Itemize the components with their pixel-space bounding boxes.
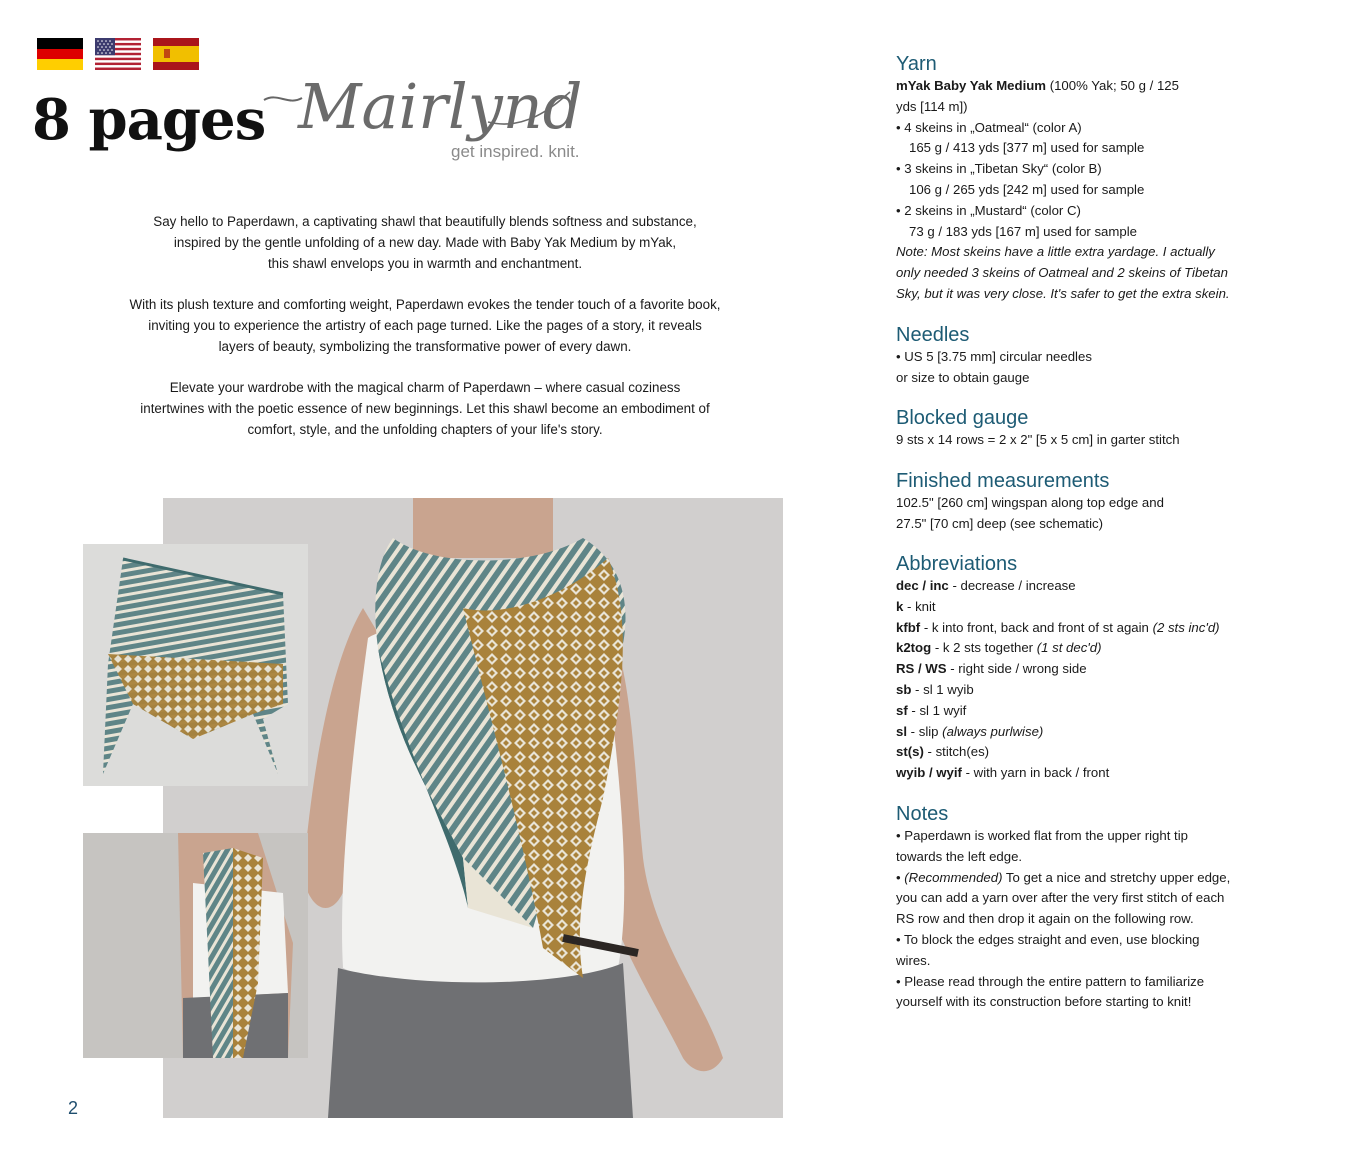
- notes-line: you can add a yarn over after the very first stitch of each: [896, 890, 1225, 906]
- intro-line: intertwines with the poetic essence of new beginnings. Let this shawl become an embodiment of: [140, 401, 710, 417]
- abbr-def: - slip: [907, 723, 943, 739]
- abbr-term: k: [896, 598, 904, 614]
- photo-shawl-flat: [83, 544, 308, 786]
- photo-model-scarf-wrapped: [83, 833, 308, 1058]
- measurements-line: 27.5" [70 cm] deep (see schematic): [896, 515, 1103, 531]
- logo-tagline: get inspired. knit.: [451, 142, 580, 161]
- abbr-term: k2tog: [896, 640, 932, 656]
- notes-line: • Paperdawn is worked flat from the upper right tip: [896, 828, 1188, 843]
- measurements-heading: Finished measurements: [896, 470, 1110, 492]
- notes-line: • To block the edges straight and even, use blocking: [896, 931, 1200, 947]
- abbreviation-row: [896, 763, 1266, 784]
- abbr-term: st(s): [896, 744, 924, 760]
- abbr-def: - k into front, back and front of st again: [920, 619, 1153, 635]
- svg-text:Mairlynd: Mairlynd: [298, 70, 583, 143]
- us-flag-icon: [95, 38, 141, 70]
- yarn-heading: Yarn: [896, 53, 937, 75]
- intro-line: comfort, style, and the unfolding chapters of your life's story.: [247, 421, 603, 437]
- yarn-note: only needed 3 skeins of Oatmeal and 2 skeins of Tibetan: [896, 265, 1228, 281]
- abbr-term: wyib / wyif: [896, 765, 962, 781]
- needles-line: or size to obtain gauge: [896, 369, 1030, 385]
- abbr-def: - knit: [903, 598, 936, 614]
- abbreviation-row: [896, 576, 1266, 597]
- needles-section: [896, 323, 1266, 389]
- yarn-spec: (100% Yak; 50 g / 125: [1046, 78, 1179, 93]
- intro-line: inspired by the gentle unfolding of a new day. Made with Baby Yak Medium by mYak,: [173, 234, 677, 250]
- intro-line: this shawl envelops you in warmth and enchantment.: [267, 255, 583, 271]
- abbr-note: (1 st dec'd): [1036, 640, 1102, 656]
- abbreviation-row: [896, 680, 1266, 701]
- abbr-def: - stitch(es): [923, 744, 990, 760]
- yarn-note: Note: Most skeins have a little extra yardage. I actually: [896, 244, 1215, 260]
- abbr-term: RS / WS: [896, 661, 947, 677]
- page-number: 2: [68, 1098, 79, 1118]
- yarn-item: • 4 skeins in „Oatmeal“ (color A): [896, 119, 1082, 135]
- yarn-product-line: [896, 76, 1266, 97]
- needles-line: • US 5 [3.75 mm] circular needles: [896, 349, 1092, 364]
- notes-emphasis: (Recommended): [904, 869, 1003, 885]
- abbr-def: - right side / wrong side: [946, 661, 1087, 677]
- notes-line: [896, 868, 1266, 889]
- gauge-line: 9 sts x 14 rows = 2 x 2" [5 x 5 cm] in garter stitch: [896, 432, 1180, 447]
- gauge-section: [896, 406, 1266, 451]
- abbr-def: - decrease / increase: [948, 578, 1076, 593]
- pages-label: 8 pages: [32, 87, 266, 153]
- abbr-term: kfbf: [896, 619, 921, 635]
- notes-line: wires.: [896, 952, 931, 968]
- abbr-note: (always purlwise): [942, 723, 1044, 739]
- intro-line: inviting you to experience the artistry of each page turned. Like the pages of a story, it reveals: [148, 317, 702, 333]
- abbr-def: - sl 1 wyif: [907, 702, 967, 718]
- yarn-spec-2: yds [114 m]): [896, 98, 968, 114]
- intro-paragraph-1: [115, 212, 735, 274]
- notes-line: • Please read through the entire pattern to familiarize: [896, 973, 1205, 989]
- yarn-section: [896, 52, 1266, 305]
- intro-paragraph-3: [115, 378, 735, 440]
- spanish-flag-icon: [153, 38, 199, 70]
- abbreviations-heading: Abbreviations: [896, 553, 1018, 575]
- notes-section: [896, 802, 1266, 1013]
- abbr-def: - with yarn in back / front: [961, 765, 1110, 781]
- yarn-item: • 3 skeins in „Tibetan Sky“ (color B): [896, 161, 1102, 177]
- abbr-term: sb: [896, 681, 912, 697]
- intro-line: layers of beauty, symbolizing the transformative power of every dawn.: [218, 338, 632, 354]
- yarn-product: mYak Baby Yak Medium: [896, 78, 1047, 93]
- measurements-line: 102.5" [260 cm] wingspan along top edge and: [896, 495, 1164, 510]
- abbr-def: - k 2 sts together: [931, 640, 1037, 656]
- yarn-note: Sky, but it was very close. It's safer to get the extra skein.: [896, 285, 1230, 301]
- abbreviation-row: [896, 618, 1266, 639]
- notes-heading: Notes: [896, 803, 949, 825]
- german-flag-icon: [37, 38, 83, 70]
- abbr-note: (2 sts inc'd): [1152, 619, 1220, 635]
- measurements-section: [896, 469, 1266, 535]
- abbreviation-row: [896, 597, 1266, 618]
- yarn-item-usage: 73 g / 183 yds [167 m] used for sample: [909, 223, 1137, 239]
- gauge-heading: Blocked gauge: [896, 407, 1029, 429]
- abbreviation-row: [896, 638, 1266, 659]
- notes-line: yourself with its construction before starting to knit!: [896, 994, 1192, 1010]
- notes-line: towards the left edge.: [896, 848, 1023, 864]
- abbreviation-row: [896, 659, 1266, 680]
- notes-text: •: [896, 869, 905, 885]
- abbr-def: - sl 1 wyib: [911, 681, 974, 697]
- yarn-item-usage: 165 g / 413 yds [377 m] used for sample: [909, 140, 1145, 156]
- intro-text: [115, 212, 735, 462]
- abbreviations-section: [896, 552, 1266, 784]
- notes-line: RS row and then drop it again on the following row.: [896, 911, 1194, 927]
- abbreviation-row: [896, 722, 1266, 743]
- abbr-term: sf: [896, 702, 908, 718]
- abbr-term: dec / inc: [896, 578, 949, 593]
- intro-line: Elevate your wardrobe with the magical charm of Paperdawn – where casual coziness: [169, 380, 681, 396]
- yarn-item: • 2 skeins in „Mustard“ (color C): [896, 202, 1081, 218]
- needles-heading: Needles: [896, 324, 970, 346]
- yarn-item-usage: 106 g / 265 yds [242 m] used for sample: [909, 181, 1145, 197]
- abbreviation-row: [896, 701, 1266, 722]
- intro-line: With its plush texture and comforting weight, Paperdawn evokes the tender touch of a favorite book,: [129, 297, 721, 313]
- abbreviation-row: [896, 742, 1266, 763]
- intro-line: Say hello to Paperdawn, a captivating shawl that beautifully blends softness and substance,: [153, 214, 697, 229]
- abbr-term: sl: [896, 723, 907, 739]
- notes-text: To get a nice and stretchy upper edge,: [1002, 869, 1231, 885]
- intro-paragraph-2: [115, 295, 735, 357]
